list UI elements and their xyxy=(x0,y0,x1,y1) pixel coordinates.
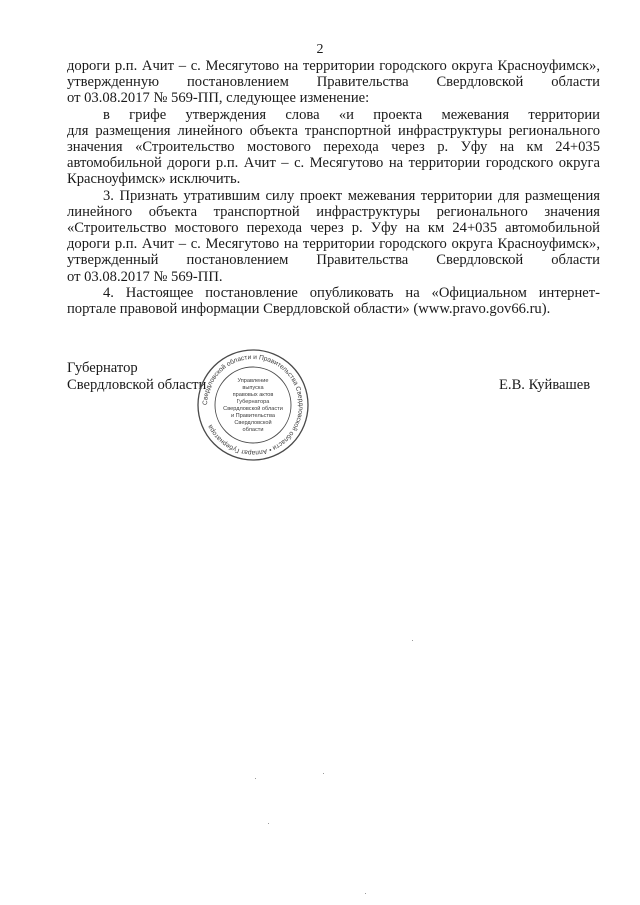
stamp-inner-line: Управление xyxy=(237,378,269,384)
stamp-outer-text: Свердловской области и Правительства Свердловской области • Аппарат Губернатора xyxy=(201,353,305,457)
signatory-title xyxy=(67,360,206,394)
page-number: 2 xyxy=(316,42,324,57)
scan-speck xyxy=(323,773,324,774)
signatory-name: Е.В. Куйвашев xyxy=(499,377,591,393)
body-line: линейного объекта транспортной инфраструктуры регионального значения xyxy=(67,203,600,220)
official-seal-stamp xyxy=(196,348,310,462)
body-line: дороги р.п. Ачит – с. Месягутово на территории городского округа Красноуфимск», xyxy=(67,236,600,253)
body-line: Красноуфимск» исключить. xyxy=(67,171,241,188)
document-body xyxy=(67,58,600,317)
body-line: утвержденную постановлением Правительства Свердловской области xyxy=(67,74,600,91)
signatory-title-line2: Свердловской области xyxy=(67,377,207,393)
body-line: для размещения линейного объекта транспортной инфраструктуры регионального xyxy=(67,122,600,139)
stamp-inner-line: области xyxy=(242,427,264,433)
stamp-inner-line: Свердловской xyxy=(234,420,272,426)
body-line: дороги р.п. Ачит – с. Месягутово на территории городского округа Красноуфимск», xyxy=(67,58,600,74)
body-line: автомобильной дороги р.п. Ачит – с. Месягутово на территории городского округа xyxy=(67,155,600,172)
scan-speck xyxy=(255,778,256,779)
body-line: от 03.08.2017 № 569-ПП, следующее изменение: xyxy=(67,90,370,107)
body-line: портале правовой информации Свердловской области» (www.pravo.gov66.ru). xyxy=(67,301,551,318)
body-line: «Строительство мостового перехода через р. Уфу на км 24+035 автомобильной xyxy=(67,220,600,237)
scan-speck xyxy=(412,640,413,641)
body-line: 4. Настоящее постановление опубликовать на «Официальном интернет- xyxy=(103,284,600,301)
body-line: в грифе утверждения слова «и проекта межевания территории xyxy=(103,106,600,123)
body-line: 3. Признать утратившим силу проект межевания территории для размещения xyxy=(103,187,600,204)
stamp-inner-line: правовых актов xyxy=(232,392,274,398)
body-line: от 03.08.2017 № 569-ПП. xyxy=(67,268,223,285)
scan-speck xyxy=(365,893,366,894)
stamp-inner-line: выпуска xyxy=(242,385,264,391)
stamp-inner-line: Свердловской области xyxy=(223,406,283,412)
body-line: значения «Строительство мостового перехода через р. Уфу на км 24+035 xyxy=(67,139,600,156)
body-line: утвержденный постановлением Правительства Свердловской области xyxy=(67,252,600,269)
stamp-inner-line: и Правительства xyxy=(231,413,275,419)
scan-speck xyxy=(268,823,269,824)
signatory-title-line1: Губернатор xyxy=(67,360,138,376)
stamp-inner-line: Губернатора xyxy=(236,399,270,405)
